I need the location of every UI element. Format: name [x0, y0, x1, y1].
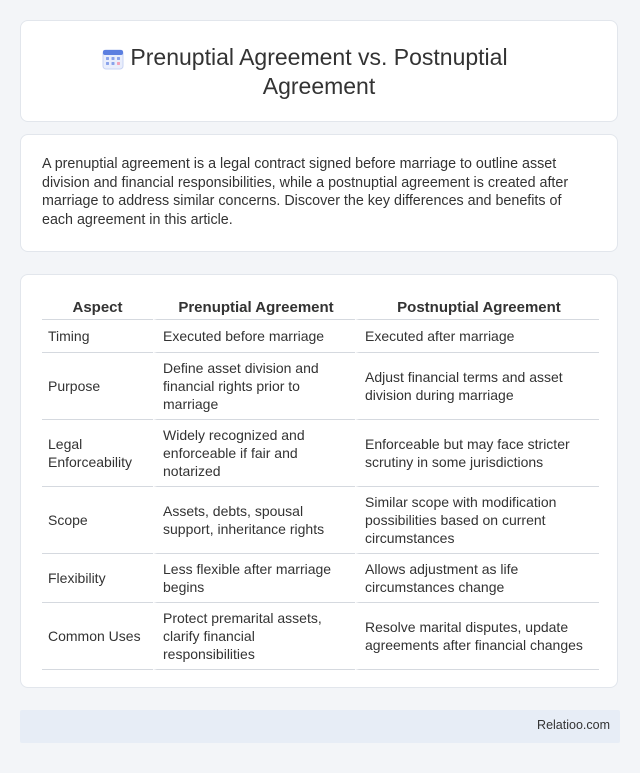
column-header-aspect: Aspect — [42, 295, 153, 320]
table-row — [42, 603, 599, 670]
table-row — [42, 554, 599, 603]
footer-bar — [20, 710, 620, 743]
row-aspect: Legal Enforceability — [42, 420, 153, 487]
page-title: Prenuptial Agreement vs. Postnuptial Agreement — [130, 44, 508, 99]
table-header-row — [42, 295, 599, 320]
row-prenuptial: Widely recognized and enforceable if fair and notarized — [153, 420, 355, 487]
row-prenuptial: Assets, debts, spousal support, inheritance rights — [153, 487, 355, 554]
row-aspect: Purpose — [42, 353, 153, 420]
table-row — [42, 487, 599, 554]
column-header-prenuptial: Prenuptial Agreement — [153, 295, 355, 320]
row-postnuptial: Adjust financial terms and asset division during marriage — [355, 353, 599, 420]
row-postnuptial: Enforceable but may face stricter scrutiny in some jurisdictions — [355, 420, 599, 487]
table-row — [42, 353, 599, 420]
intro-card — [20, 134, 618, 252]
row-aspect: Timing — [42, 320, 153, 353]
title-card — [20, 20, 618, 122]
row-postnuptial: Executed after marriage — [355, 320, 599, 353]
table-row — [42, 320, 599, 353]
row-aspect: Common Uses — [42, 603, 153, 670]
intro-paragraph: A prenuptial agreement is a legal contract signed before marriage to outline asset division and financial responsibilities, while a postnuptial agreement is created after marriage to address similar concerns. Discover the key differences and benefits of each agreement in this article. — [42, 156, 569, 228]
row-prenuptial: Executed before marriage — [153, 320, 355, 353]
footer-brand: Relatioo.com — [537, 718, 610, 732]
row-postnuptial: Resolve marital disputes, update agreements after financial changes — [355, 603, 599, 670]
row-prenuptial: Less flexible after marriage begins — [153, 554, 355, 603]
row-aspect: Flexibility — [42, 554, 153, 603]
column-header-postnuptial: Postnuptial Agreement — [355, 295, 599, 320]
row-prenuptial: Protect premarital assets, clarify financial responsibilities — [153, 603, 355, 670]
row-postnuptial: Similar scope with modification possibilities based on current circumstances — [355, 487, 599, 554]
table-row — [42, 420, 599, 487]
comparison-table — [42, 295, 599, 670]
row-aspect: Scope — [42, 487, 153, 554]
row-postnuptial: Allows adjustment as life circumstances change — [355, 554, 599, 603]
comparison-card — [20, 274, 618, 688]
row-prenuptial: Define asset division and financial rights prior to marriage — [153, 353, 355, 420]
